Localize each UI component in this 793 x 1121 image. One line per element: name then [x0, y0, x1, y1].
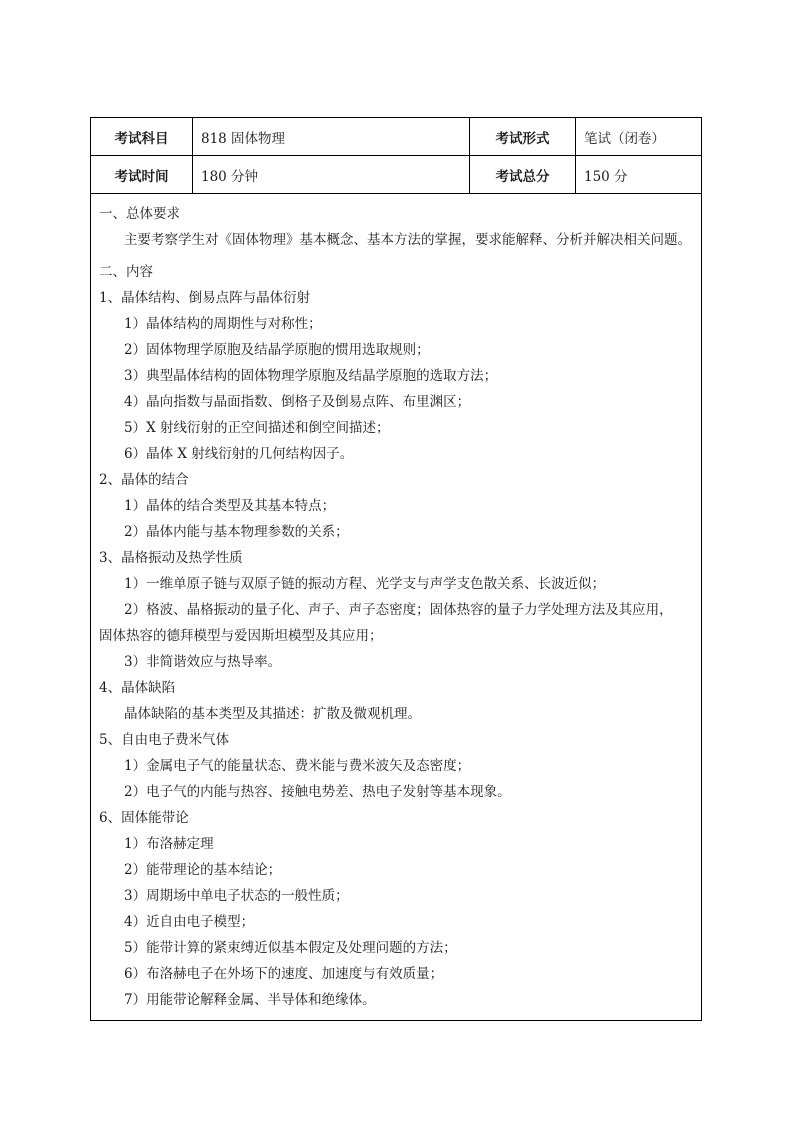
topic-item: 6）布洛赫电子在外场下的速度、加速度与有效质量； — [124, 966, 444, 982]
syllabus-content — [91, 195, 701, 1013]
subject-value: 818 固体物理 — [193, 118, 470, 155]
topic-item: 5）X 射线衍射的正空间描述和倒空间描述； — [124, 420, 390, 436]
topic-item: 2）能带理论的基本结论； — [124, 862, 282, 878]
format-value: 笔试（闭卷） — [584, 130, 665, 147]
topic-item: 2）固体物理学原胞及结晶学原胞的惯用选取规则； — [124, 342, 430, 358]
general-requirement-text: 主要考察学生对《固体物理》基本概念、基本方法的掌握，要求能解释、分析并解决相关问题。 — [124, 232, 691, 248]
topic-item: 1）晶体的结合类型及其基本特点； — [124, 498, 336, 514]
time-value: 180 分钟 — [193, 156, 470, 193]
section-heading-general: 一、总体要求 — [99, 206, 180, 222]
section-heading-content: 二、内容 — [99, 264, 153, 280]
subject-label: 考试科目 — [91, 118, 193, 155]
topic-item: 1）布洛赫定理 — [124, 836, 214, 852]
topic-item: 1）一维单原子链与双原子链的振动方程、光学支与声学支色散关系、长波近似； — [124, 576, 606, 592]
topic-item: 1）金属电子气的能量状态、费米能与费米波矢及态密度； — [124, 758, 471, 774]
topic-item: 7）用能带论解释金属、半导体和绝缘体。 — [124, 992, 376, 1008]
topic-title: 5、自由电子费米气体 — [99, 732, 230, 748]
topic-item: 2）电子气的内能与热容、接触电势差、热电子发射等基本现象。 — [124, 784, 511, 800]
topic-title: 4、晶体缺陷 — [99, 680, 176, 696]
topic-item: 3）非简谐效应与热导率。 — [124, 654, 282, 670]
topic-item: 3）典型晶体结构的固体物理学原胞及结晶学原胞的选取方法； — [124, 368, 498, 384]
topic-item: 6）晶体 X 射线衍射的几何结构因子。 — [124, 446, 354, 462]
topic-item: 4）近自由电子模型； — [124, 914, 255, 930]
topic-title: 2、晶体的结合 — [99, 472, 189, 488]
header-row-1 — [91, 118, 701, 156]
format-label: 考试形式 — [470, 118, 576, 155]
topic-item: 5）能带计算的紧束缚近似基本假定及处理问题的方法； — [124, 940, 457, 956]
topic-text: 晶体缺陷的基本类型及其描述：扩散及微观机理。 — [124, 706, 421, 722]
topic-item: 4）晶向指数与晶面指数、倒格子及倒易点阵、布里渊区； — [124, 394, 471, 410]
topic-title: 1、晶体结构、倒易点阵与晶体衍射 — [99, 290, 311, 306]
topic-item-continuation: 固体热容的德拜模型与爱因斯坦模型及其应用； — [99, 628, 383, 644]
header-row-2 — [91, 156, 701, 194]
topic-title: 6、固体能带论 — [99, 810, 189, 826]
topic-title: 3、晶格振动及热学性质 — [99, 550, 243, 566]
topic-item: 1）晶体结构的周期性与对称性； — [124, 316, 322, 332]
topic-item: 3）周期场中单电子状态的一般性质； — [124, 888, 349, 904]
exam-syllabus-table — [90, 117, 702, 1021]
score-value: 150 分 — [584, 168, 628, 185]
topic-item: 2）晶体内能与基本物理参数的关系； — [124, 524, 349, 540]
score-label: 考试总分 — [470, 156, 576, 193]
topic-item: 2）格波、晶格振动的量子化、声子、声子态密度；固体热容的量子力学处理方法及其应用， — [124, 602, 673, 618]
time-label: 考试时间 — [91, 156, 193, 193]
